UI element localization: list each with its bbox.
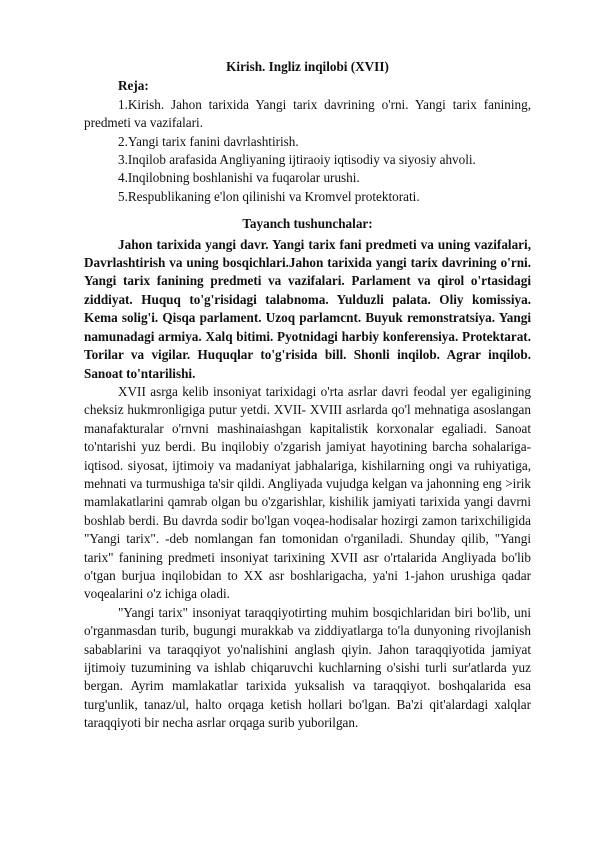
document-title: Kirish. Ingliz inqilobi (XVII) (226, 59, 389, 74)
body-paragraph-2: "Yangi tarix" insoniyat taraqqiyotirting muhim bosqichlaridan biri bo'lib, uni o'rganmasdan turib, bugungi murakkab va ziddiyatlarga to'la dunyoning rivojlanish sabablarini va taraqqiyot yo'nalishini anglash qiyin. Jahon taraqqiyotida jamiyat ijtimoiy tuzumining va ishlab chiqaruvchi kuchlarning o'sishi turli sur'atlarda yuz bergan. Ayrim mamlakatlar tarixida yuksalish va taraqqiyot. boshqalarida esa turg'unlik, tanaz/ul, halto orqaga ketish hollari bo'lgan. Ba'zi qit'alardagi xalqlar taraqqiyoti bir necha asrlar orqaga surib yuborilgan. (84, 604, 531, 731)
document-body (84, 58, 531, 733)
plan-item: 4.Inqilobning boshlanishi va fuqarolar urushi. (118, 170, 360, 186)
plan-heading: Reja: (118, 78, 149, 94)
plan-item: 3.Inqilob arafasida Angliyaning ijtiraoiy iqtisodiy va siyosiy ahvoli. (118, 152, 476, 168)
concepts-heading: Tayanch tushunchalar: (242, 216, 373, 232)
concepts-paragraph: Jahon tarixida yangi davr. Yangi tarix fani predmeti va uning vazifalari, Davrlashtirish va uning bosqichlari.Jahon tarixida yangi tarix davrining o'rni. Yangi tarix fanining predmeti va vazifalari. Parlament va qirol o'rtasidagi ziddiyat. Huquq to'g'risidagi talabnoma. Yulduzli palata. Oliy komissiya. Kema solig'i. Qisqa parlament. Uzoq parlamcnt. Buyuk remonstratsiya. Yangi namunadagi armiya. Xalq bitimi. Pyotnidagi harbiy konferensiya. Protektarat. Torilar va vigilar. Huquqlar to'g'risida bill. Shonli inqilob. Agrar inqilob. Sanoat to'ntarilishi. (84, 236, 531, 381)
plan-list (84, 96, 531, 206)
plan-item: 5.Respublikaning e'lon qilinishi va Kromvel protektorati. (118, 188, 420, 204)
plan-item: 1.Kirish. Jahon tarixida Yangi tarix davrining o'rni. Yangi tarix fanining, predmeti va vazifalari. (84, 96, 531, 131)
body-paragraph-1: XVII asrga kelib insoniyat tarixidagi o'rta asrlar davri feodal yer egaligining cheksiz hukmronligiga putur yetdi. XVII- XVIII asrlarda qo'l mehnatiga asoslangan manafakturalar o'rnvni mashinaiashgan kapitalistik korxonalar egaliadi. Sanoat to'ntarishi yuz berdi. Bu inqilobiy o'zgarish jamiyat hayotining barcha sohalariga-iqtisod. siyosat, ijtimoiy va madaniyat jabhalariga, kishilarning ongi va ruhiyatiga, mehnati va turmushiga ta'sir qildi. Angliyada vujudga kelgan va jahonning eng >irik mamlakatlarini qamrab olgan bu o'zgarishlar, kishilik jamiyati tarixida yangi davrni boshlab berdi. Bu davrda sodir bo'lgan voqea-hodisalar hozirgi zamon tarixchiligida "Yangi tarix". -deb nomlangan fan tomonidan o'rganiladi. Shunday qilib, "Yangi tarix" fanining predmeti insoniyat tarixining XVII asr o'rtalarida Angliyada bo'lib o'tgan burjua inqilobidan to XX asr boshlarigacha, ya'ni 1-jahon urushiga qadar voqealarini o'z ichiga oladi. (84, 383, 531, 602)
plan-item: 2.Yangi tarix fanini davrlashtirish. (118, 133, 299, 149)
